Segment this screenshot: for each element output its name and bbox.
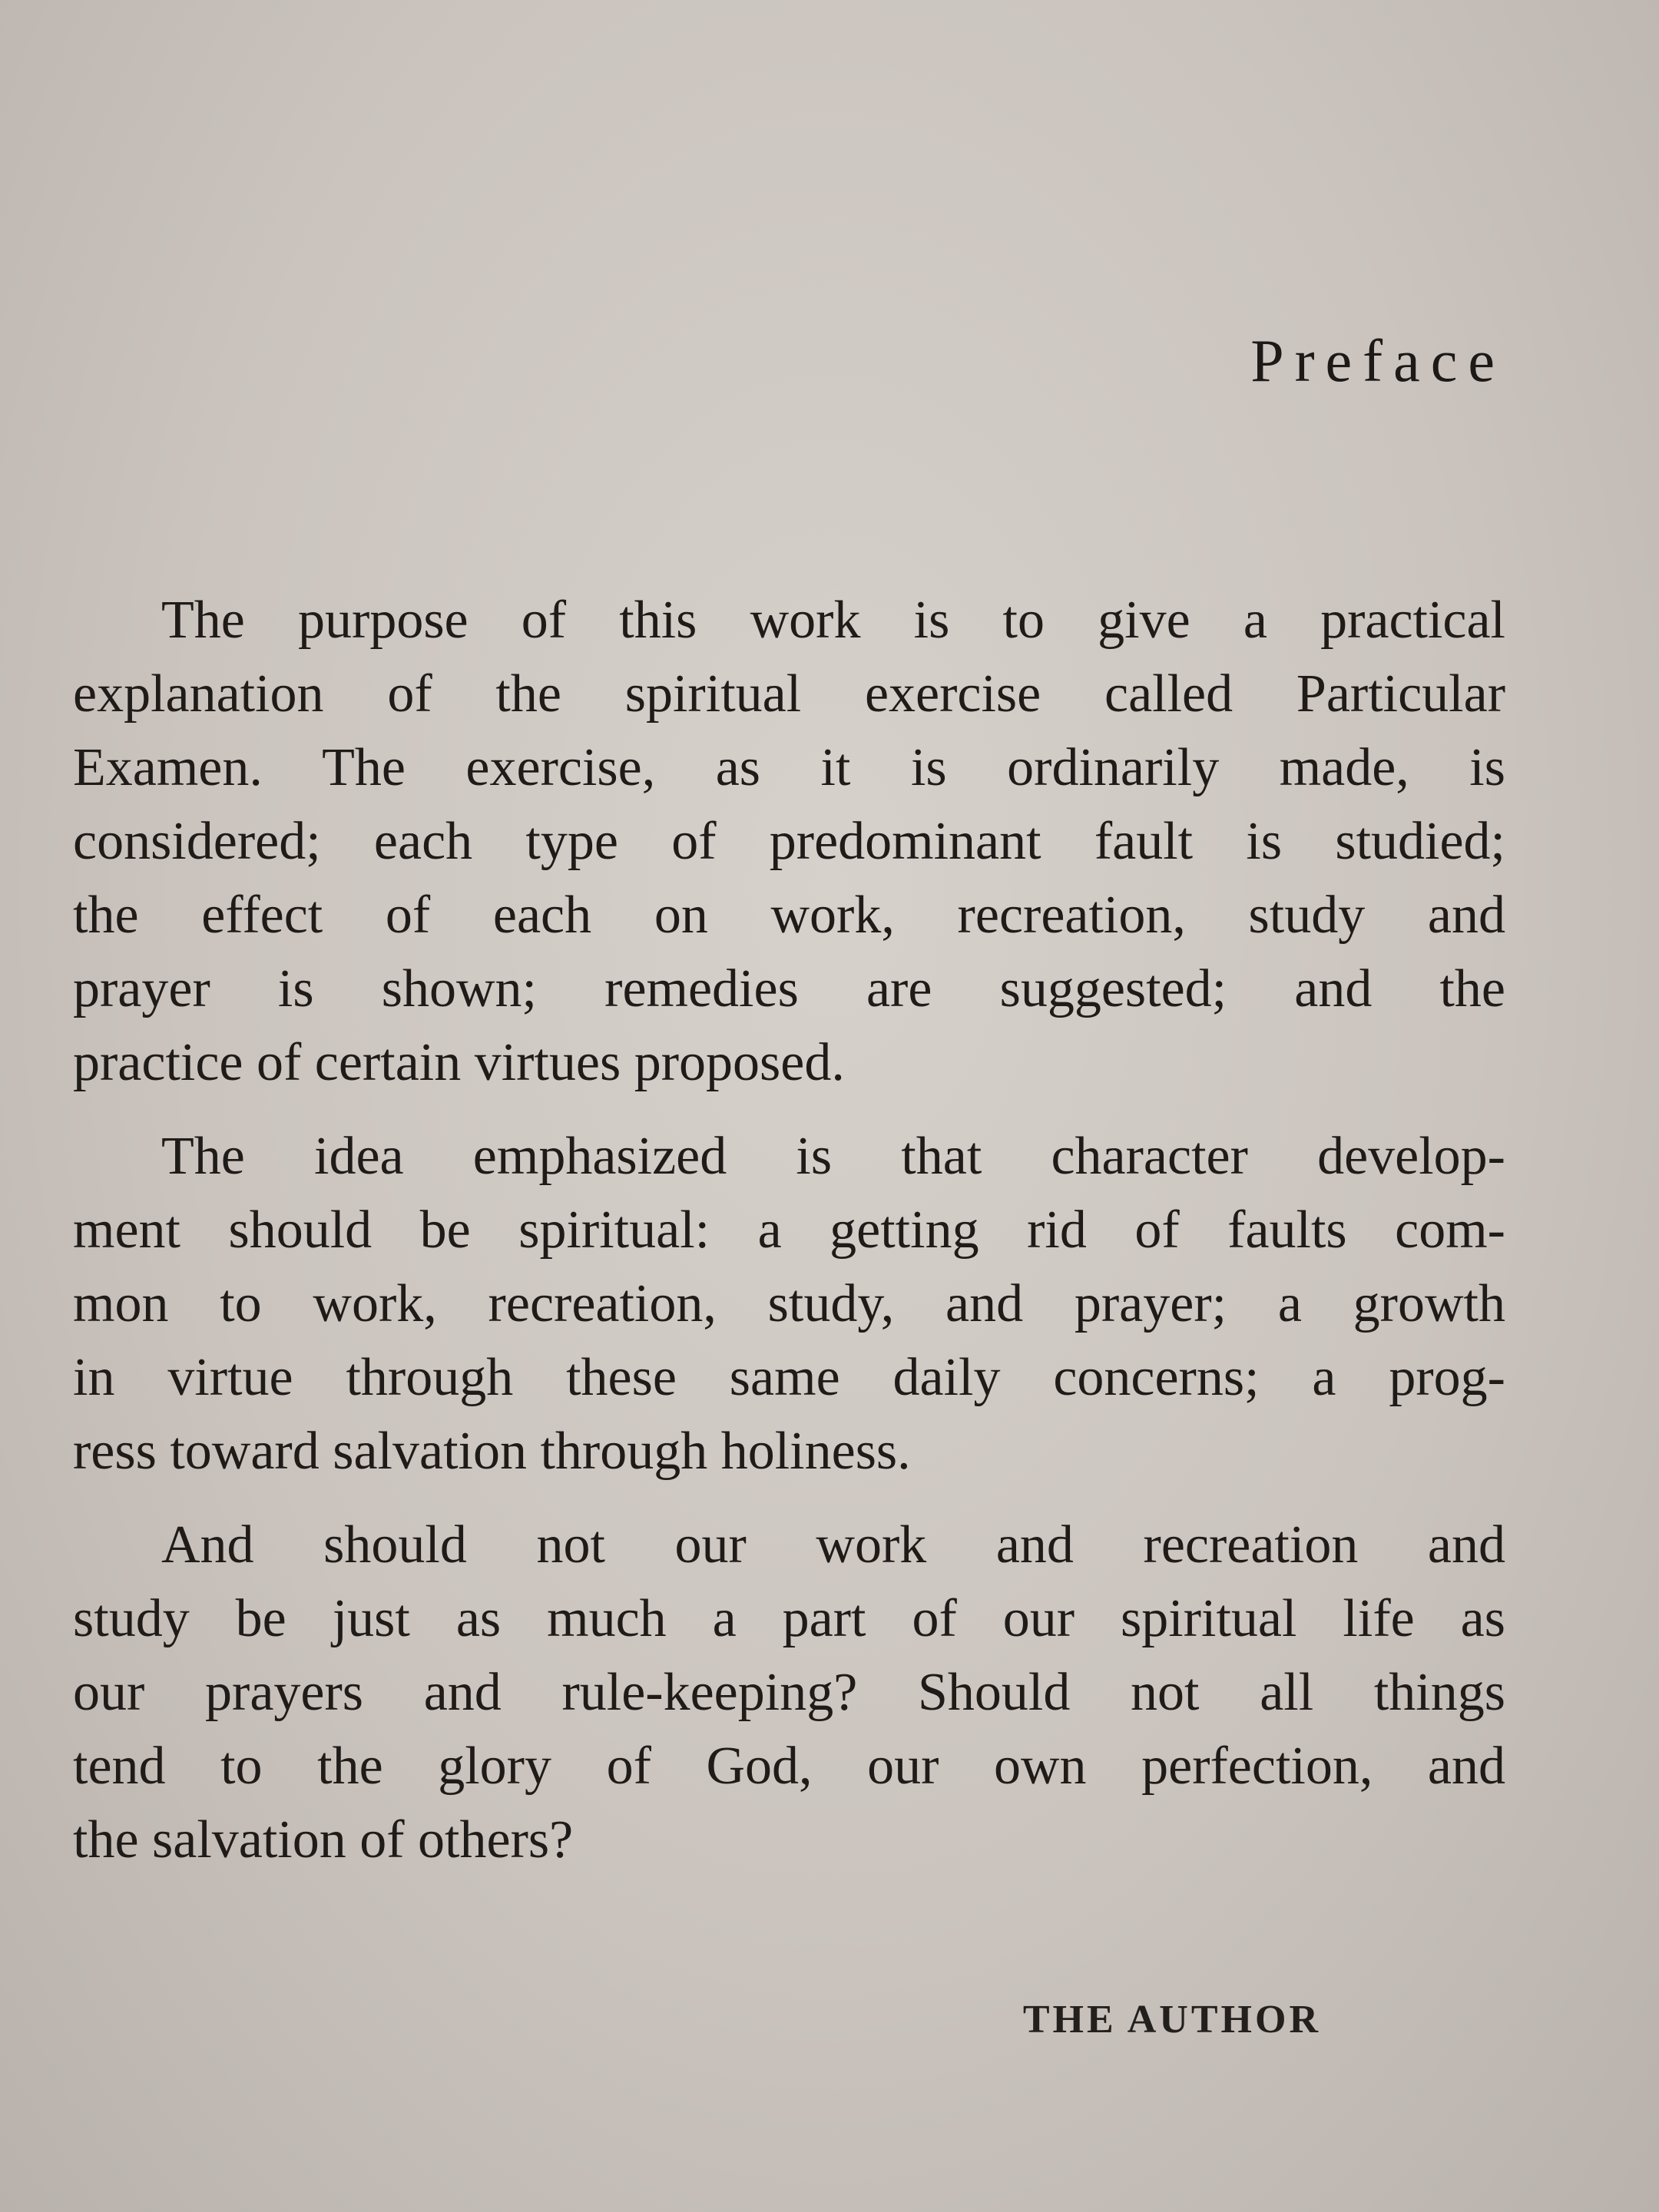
paragraph-line: the effect of each on work, recreation, study and	[73, 886, 1505, 945]
paragraph-line: considered; each type of predominant fault is studied;	[73, 812, 1505, 871]
paragraph-line: mon to work, recreation, study, and prayer; a growth	[73, 1274, 1505, 1333]
paragraph-line: explanation of the spiritual exercise called Particular	[73, 664, 1505, 724]
paragraph-line: The idea emphasized is that character develop-	[161, 1127, 1505, 1186]
page-title: Preface	[1250, 327, 1505, 394]
paragraph-1	[73, 584, 1505, 1100]
paragraph-line: ress toward salvation through holiness.	[73, 1422, 911, 1481]
paragraph-line: our prayers and rule-keeping? Should not all things	[73, 1663, 1505, 1722]
paragraph-2	[73, 1120, 1505, 1488]
paragraph-line: practice of certain virtues proposed.	[73, 1033, 845, 1092]
paragraph-line: ment should be spiritual: a getting rid of faults com-	[73, 1200, 1505, 1260]
author-signature: THE AUTHOR	[1022, 1998, 1321, 2041]
paragraph-line: in virtue through these same daily concerns; a prog-	[73, 1348, 1505, 1407]
paragraph-line: Examen. The exercise, as it is ordinarily made, is	[73, 738, 1505, 797]
paragraph-line: And should not our work and recreation and	[161, 1515, 1505, 1575]
paragraph-line: the salvation of others?	[73, 1810, 574, 1869]
paragraph-3	[73, 1508, 1505, 1877]
paragraph-line: tend to the glory of God, our own perfection, and	[73, 1737, 1505, 1796]
paragraph-line: The purpose of this work is to give a practical	[161, 591, 1505, 650]
paragraph-line: prayer is shown; remedies are suggested; and the	[73, 959, 1505, 1018]
preface-body	[73, 584, 1505, 1897]
paragraph-line: study be just as much a part of our spiritual life as	[73, 1589, 1505, 1648]
